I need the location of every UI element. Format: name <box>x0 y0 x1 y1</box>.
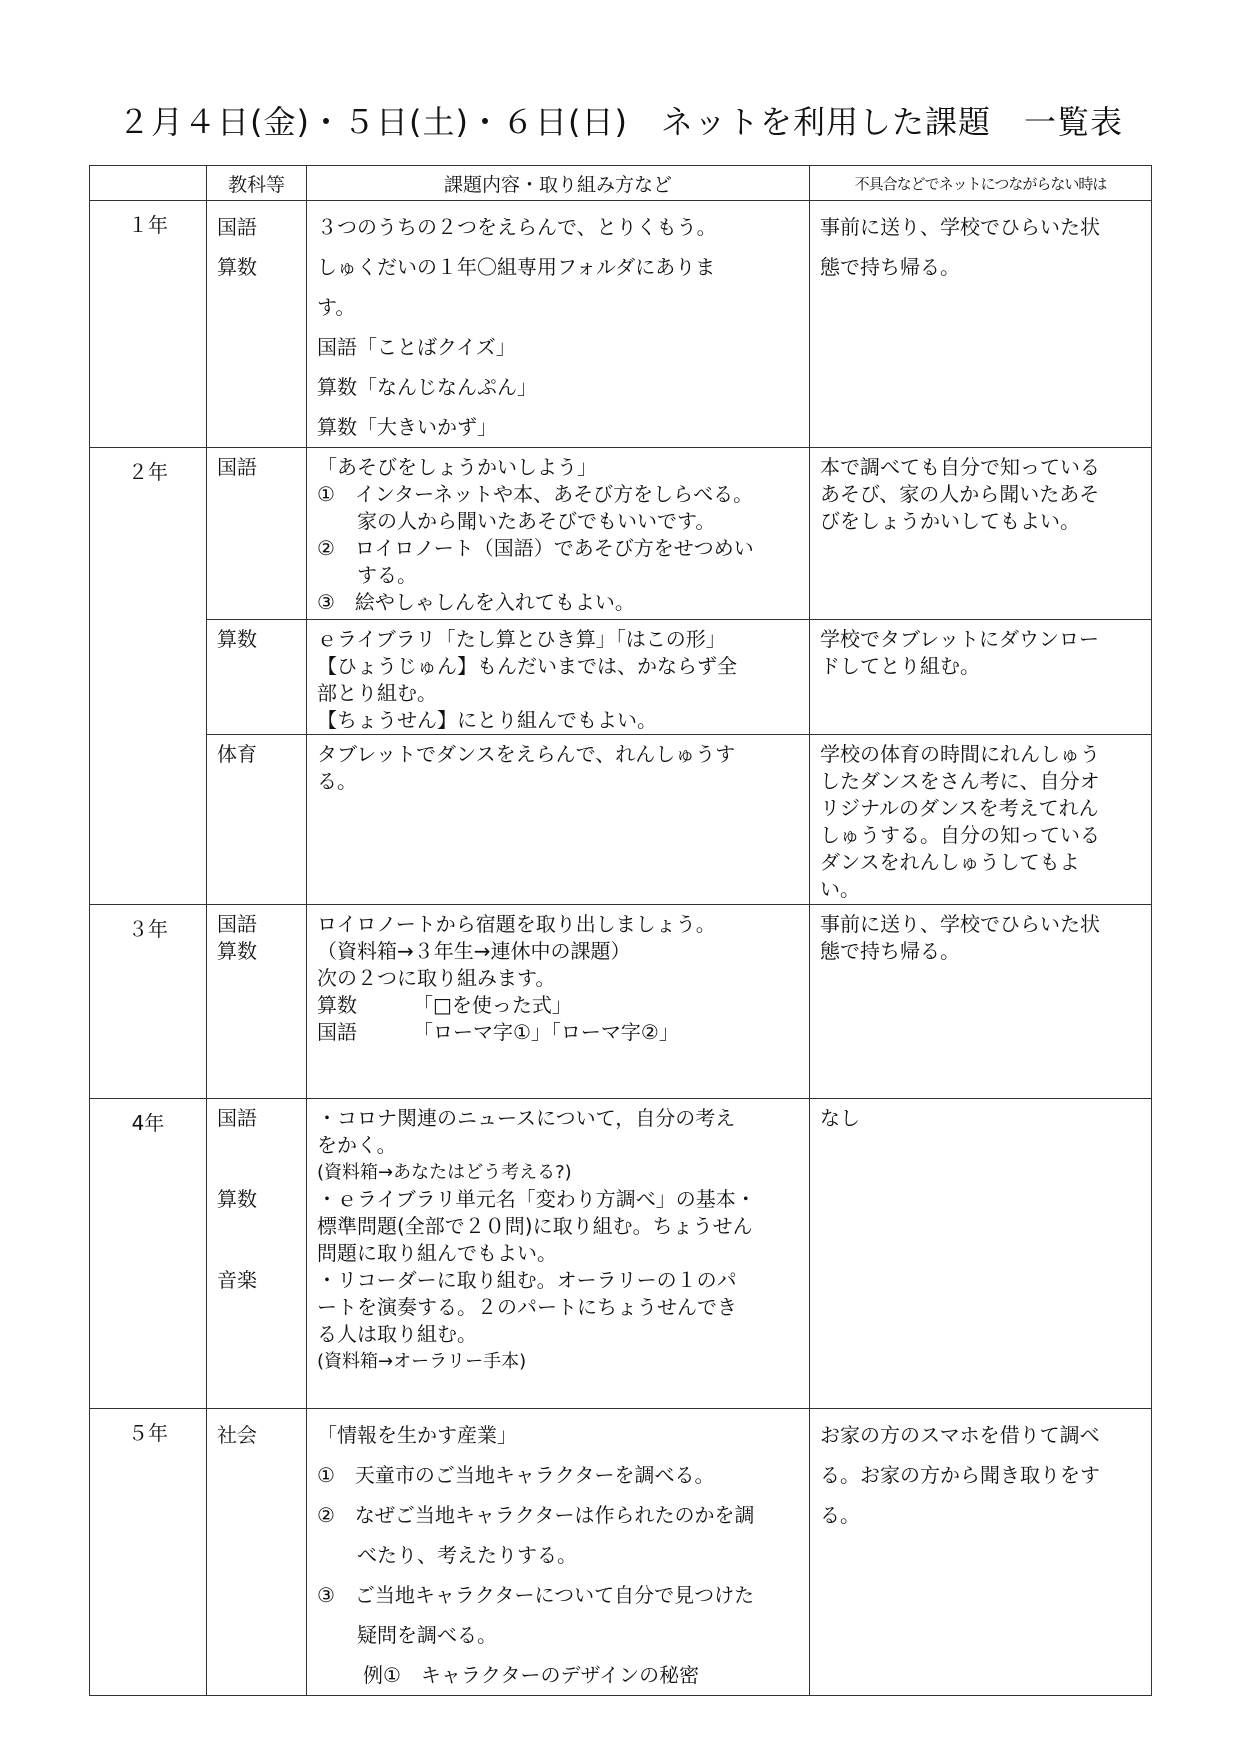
subject-cell <box>207 448 307 620</box>
header-subject: 教科等 <box>207 166 307 201</box>
content-line: （資料箱→３年生→連休中の課題） <box>317 939 631 963</box>
task-text: 「ローマ字①」「ローマ字②」 <box>413 1020 679 1044</box>
content-cell <box>307 1099 810 1409</box>
table-row-grade1 <box>90 201 1152 448</box>
content-line: ① 天童市のご当地キャラクターを調べる。 <box>317 1463 715 1487</box>
offline-cell <box>810 201 1152 448</box>
page-title: ２月４日(金)・５日(土)・６日(日) ネットを利用した課題 一覧表 <box>118 103 1123 141</box>
content-line: 例① キャラクターのデザインの秘密 <box>363 1663 700 1687</box>
content-line: ｅライブラリ「たし算とひき算」「はこの形」 <box>317 627 726 651</box>
table-row-grade2-kokugo <box>90 448 1152 620</box>
content-line: 次の２つに取り組みます。 <box>317 966 556 990</box>
content-line: べたり、考えたりする。 <box>357 1543 577 1567</box>
subject-cell <box>207 620 307 735</box>
assignment-table <box>89 165 1152 1696</box>
subject-label: 社会 <box>217 1423 257 1447</box>
offline-line: びをしょうかいしてもよい。 <box>820 509 1080 533</box>
content-line: ③ ご当地キャラクターについて自分で見つけた <box>317 1583 755 1607</box>
offline-line: ドしてとり組む。 <box>820 654 980 678</box>
content-line: 部とり組む。 <box>317 681 437 705</box>
offline-line: お家の方のスマホを借りて調べ <box>820 1423 1100 1447</box>
content-line: 国語「ことばクイズ」 <box>317 335 516 359</box>
content-line: 疑問を調べる。 <box>357 1623 497 1647</box>
grade-cell: 4年 <box>90 1099 207 1409</box>
subject-label: 算数 <box>217 939 257 963</box>
table-row-grade2-sansu <box>90 620 1152 735</box>
offline-line: あそび、家の人から聞いたあそ <box>820 482 1100 506</box>
offline-line: い。 <box>820 877 860 901</box>
offline-line: ダンスをれんしゅうしてもよ <box>820 850 1080 874</box>
content-line: 【ひょうじゅん】もんだいまでは、かならず全 <box>317 654 737 678</box>
content-line: る。 <box>317 769 357 793</box>
content-line: ・ｅライブラリ単元名「変わり方調べ」の基本・ <box>317 1187 756 1211</box>
content-line: ③ 絵やしゃしんを入れてもよい。 <box>317 590 635 614</box>
offline-line: 事前に送り、学校でひらいた状 <box>820 215 1100 239</box>
offline-line: 事前に送り、学校でひらいた状 <box>820 912 1100 936</box>
offline-line: 学校でタブレットにダウンロー <box>820 627 1099 651</box>
offline-line: したダンスをさん考に、自分オ <box>820 769 1100 793</box>
offline-line: 学校の体育の時間にれんしゅう <box>820 742 1100 766</box>
content-line: ートを演奏する。２のパートにちょうせんでき <box>317 1295 737 1319</box>
offline-line: る。 <box>820 1503 860 1527</box>
subject-cell <box>207 735 307 905</box>
subject-label: 体育 <box>217 742 257 766</box>
content-line: (資料箱→あなたはどう考える?) <box>317 1162 572 1183</box>
grade-cell: ５年 <box>90 1409 207 1696</box>
content-cell <box>307 448 810 620</box>
subject-cell <box>207 1409 307 1696</box>
content-line: 「あそびをしょうかいしよう」 <box>317 455 597 479</box>
header-grade <box>90 166 207 201</box>
subject-label: 算数 <box>217 255 257 279</box>
content-line: しゅくだいの１年〇組専用フォルダにありま <box>317 255 716 279</box>
content-line: 【ちょうせん】にとり組んでもよい。 <box>317 708 657 732</box>
subject-cell <box>207 1099 307 1409</box>
offline-cell <box>810 1099 1152 1409</box>
table-row-grade3 <box>90 905 1152 1099</box>
content-line: (資料箱→オーラリー手本) <box>317 1351 527 1372</box>
task-subject: 算数 <box>317 993 357 1017</box>
content-line: ・リコーダーに取り組む。オーラリーの１のパ <box>317 1268 737 1292</box>
offline-cell <box>810 1409 1152 1696</box>
subject-label: 国語 <box>217 215 257 239</box>
task-text: 「□を使った式」 <box>413 993 572 1017</box>
offline-line: リジナルのダンスを考えてれん <box>820 796 1099 820</box>
content-cell <box>307 905 810 1099</box>
offline-cell <box>810 905 1152 1099</box>
content-line: 算数「大きいかず」 <box>317 415 497 439</box>
grade-cell: ２年 <box>90 448 207 905</box>
subject-label: 音楽 <box>217 1268 257 1292</box>
subject-cell <box>207 201 307 448</box>
content-line: ロイロノートから宿題を取り出しましょう。 <box>317 912 716 936</box>
offline-cell <box>810 735 1152 905</box>
content-line: 算数「なんじなんぷん」 <box>317 375 537 399</box>
content-line: ３つのうちの２つをえらんで、とりくもう。 <box>317 215 717 239</box>
table-header-row <box>90 166 1152 201</box>
header-content: 課題内容・取り組み方など <box>307 166 810 201</box>
subject-label: 国語 <box>217 912 257 936</box>
subject-label: 国語 <box>217 455 257 479</box>
subject-label: 国語 <box>217 1106 257 1130</box>
content-line: をかく。 <box>317 1133 397 1157</box>
content-cell <box>307 201 810 448</box>
offline-line: 態で持ち帰る。 <box>820 939 960 963</box>
grade-cell: １年 <box>90 201 207 448</box>
content-line: 問題に取り組んでもよい。 <box>317 1241 557 1265</box>
task-subject: 国語 <box>317 1020 357 1044</box>
offline-line: 態で持ち帰る。 <box>820 255 960 279</box>
table-row-grade4 <box>90 1099 1152 1409</box>
grade-cell: ３年 <box>90 905 207 1099</box>
content-line: 標準問題(全部で２０問)に取り組む。ちょうせん <box>317 1214 753 1238</box>
content-line: 「情報を生かす産業」 <box>317 1423 517 1447</box>
content-line: る人は取り組む。 <box>317 1322 477 1346</box>
content-line: ② ロイロノート（国語）であそび方をせつめい <box>317 536 754 560</box>
content-line: す。 <box>317 295 356 319</box>
task-line <box>317 992 799 1019</box>
offline-line: る。お家の方から聞き取りをす <box>820 1463 1100 1487</box>
table-row-grade2-taiiku <box>90 735 1152 905</box>
subject-label: 算数 <box>217 1187 257 1211</box>
content-line: ・コロナ関連のニュースについて，自分の考え <box>317 1106 736 1130</box>
content-cell <box>307 735 810 905</box>
offline-cell <box>810 448 1152 620</box>
subject-label: 算数 <box>217 627 257 651</box>
content-cell <box>307 1409 810 1696</box>
content-line: タブレットでダンスをえらんで、れんしゅうす <box>317 742 736 766</box>
task-line <box>317 1019 799 1046</box>
table-row-grade5 <box>90 1409 1152 1696</box>
content-line: する。 <box>357 563 417 587</box>
header-offline: 不具合などでネットにつながらない時は <box>810 166 1152 201</box>
content-line: ① インターネットや本、あそび方をしらべる。 <box>317 482 754 506</box>
content-cell <box>307 620 810 735</box>
offline-line: なし <box>820 1106 860 1130</box>
offline-line: しゅうする。自分の知っている <box>820 823 1100 847</box>
offline-cell <box>810 620 1152 735</box>
content-line: 家の人から聞いたあそびでもいいです。 <box>357 509 716 533</box>
subject-cell <box>207 905 307 1099</box>
content-line: ② なぜご当地キャラクターは作られたのかを調 <box>317 1503 755 1527</box>
offline-line: 本で調べても自分で知っている <box>820 455 1100 479</box>
